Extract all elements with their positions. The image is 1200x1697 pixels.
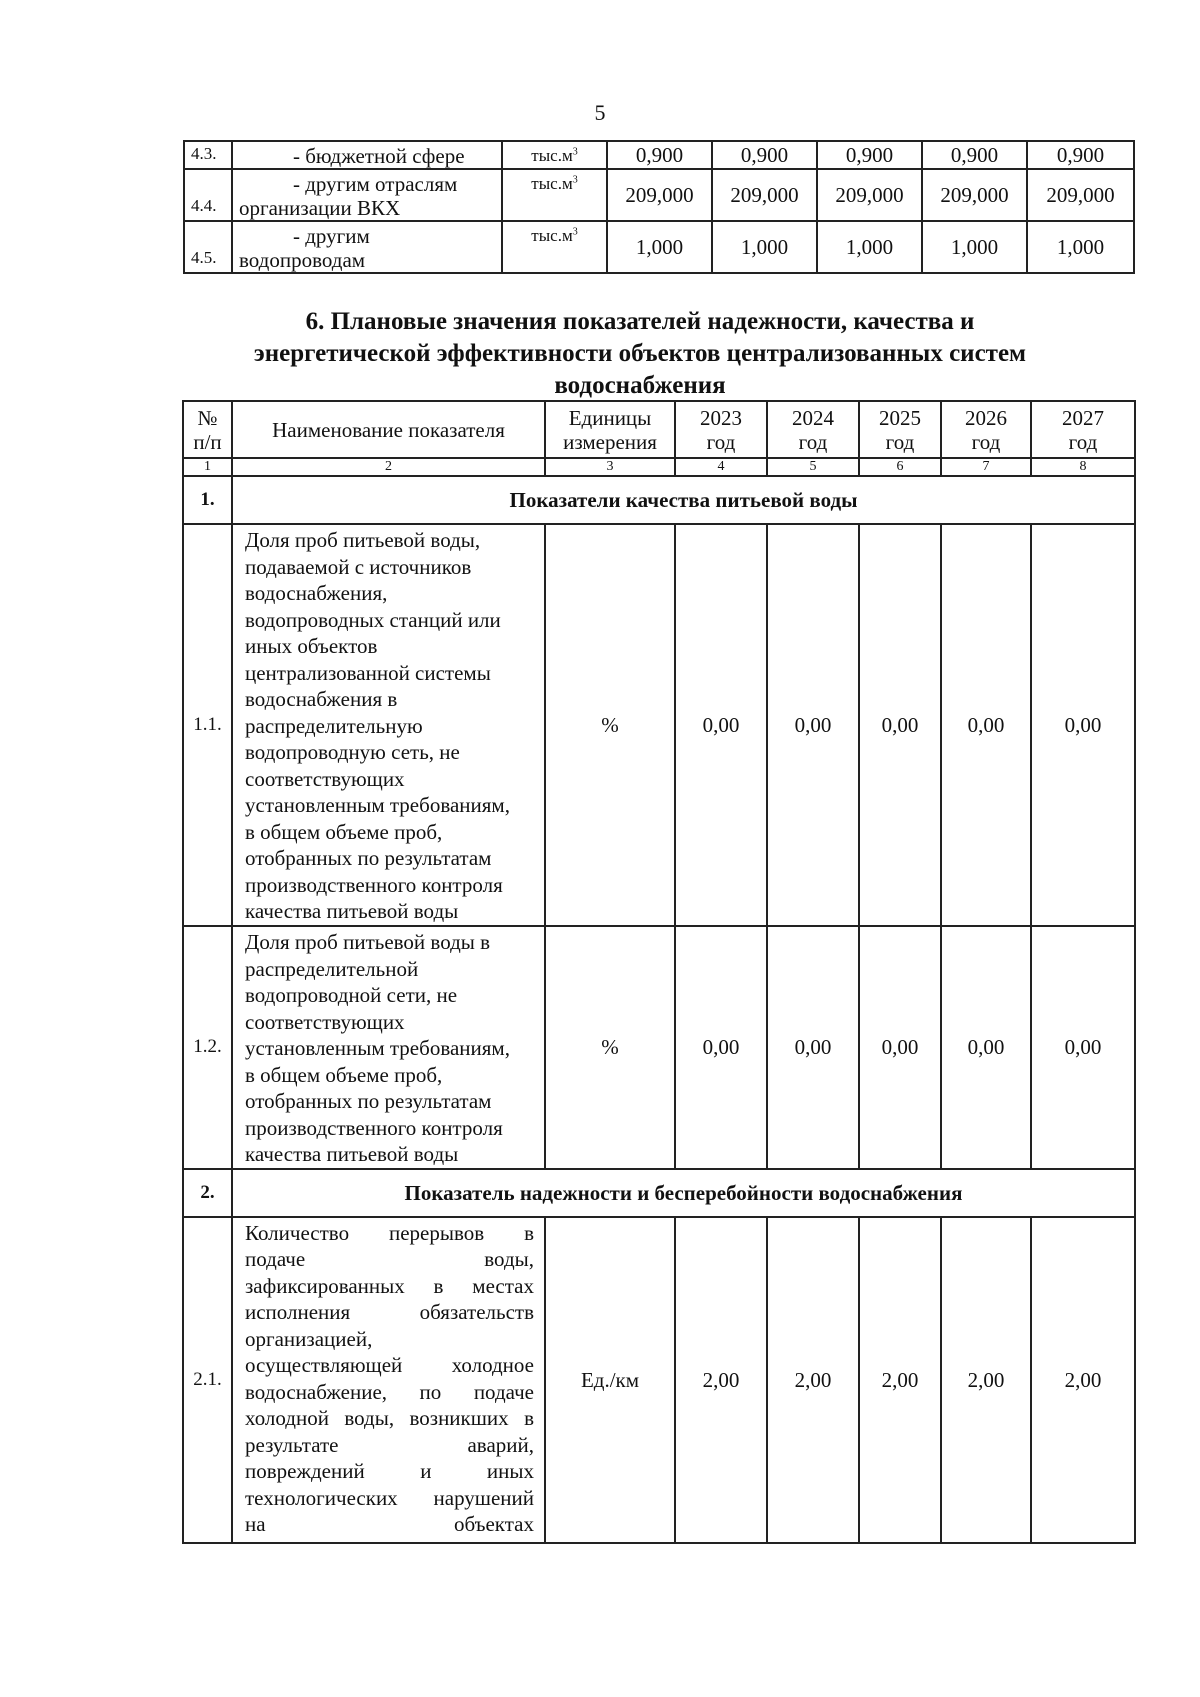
column-index: 7 [941, 458, 1031, 476]
row-number: 4.4. [184, 169, 232, 221]
column-index: 6 [859, 458, 941, 476]
row-name: - другим водопроводам [232, 221, 502, 273]
value-cell: 2,00 [941, 1217, 1031, 1543]
column-index: 1 [183, 458, 232, 476]
table-header-row [183, 401, 1135, 458]
section-row [183, 1169, 1135, 1217]
column-index: 8 [1031, 458, 1135, 476]
header-year: 2023 год [675, 401, 767, 458]
header-year: 2025 год [859, 401, 941, 458]
value-cell: 2,00 [859, 1217, 941, 1543]
value-cell: 209,000 [1027, 169, 1134, 221]
row-unit: $тыс.м^3$ [502, 169, 607, 221]
indicators-table [182, 400, 1136, 1544]
table-row [183, 926, 1135, 1169]
row-unit: $тыс.м^3$ [502, 221, 607, 273]
table-row [183, 524, 1135, 926]
value-cell: 0,00 [767, 524, 859, 926]
value-cell: 0,900 [922, 141, 1027, 169]
value-cell: 2,00 [767, 1217, 859, 1543]
unit-cell: Ед./км [545, 1217, 675, 1543]
page-number: 5 [594, 100, 606, 125]
header-year: 2026 год [941, 401, 1031, 458]
value-cell: 0,00 [941, 524, 1031, 926]
section-heading: 6. Плановые значения показателей надежности, качества и энергетической эффективности объектов централизованных систем водоснабжения [253, 308, 1027, 399]
header-unit: Единицы измерения [545, 401, 675, 458]
table-row [184, 221, 1134, 273]
value-cell: 209,000 [817, 169, 922, 221]
value-cell: 1,000 [817, 221, 922, 273]
value-cell: 1,000 [712, 221, 817, 273]
value-cell: 2,00 [1031, 1217, 1135, 1543]
column-index: 2 [232, 458, 545, 476]
column-index: 5 [767, 458, 859, 476]
column-index-row [183, 458, 1135, 476]
value-cell: 0,00 [1031, 926, 1135, 1169]
row-number: 1.1. [183, 524, 232, 926]
section-number: 2. [183, 1169, 232, 1217]
row-name: - бюджетной сфере [232, 141, 502, 169]
section-number: 1. [183, 476, 232, 524]
value-cell: 0,900 [607, 141, 712, 169]
header-num: № п/п [183, 401, 232, 458]
table-row [183, 1217, 1135, 1543]
header-year: 2024 год [767, 401, 859, 458]
column-index: 3 [545, 458, 675, 476]
row-name: - другим отраслям организации ВКХ [232, 169, 502, 221]
value-cell: 0,00 [1031, 524, 1135, 926]
unit-cell: % [545, 926, 675, 1169]
value-cell: 0,900 [1027, 141, 1134, 169]
row-unit: $тыс.м^3$ [502, 141, 607, 169]
section-title: Показатель надежности и бесперебойности водоснабжения [232, 1169, 1135, 1217]
value-cell: 0,00 [767, 926, 859, 1169]
row-number: 2.1. [183, 1217, 232, 1543]
header-year: 2027 год [1031, 401, 1135, 458]
value-cell: 0,00 [859, 926, 941, 1169]
table-row [184, 169, 1134, 221]
header-name: Наименование показателя [232, 401, 545, 458]
value-cell: 0,900 [712, 141, 817, 169]
row-number: 4.5. [184, 221, 232, 273]
continuation-table [183, 140, 1135, 274]
value-cell: 209,000 [607, 169, 712, 221]
value-cell: 1,000 [607, 221, 712, 273]
section-row [183, 476, 1135, 524]
value-cell: 1,000 [1027, 221, 1134, 273]
value-cell: 2,00 [675, 1217, 767, 1543]
value-cell: 0,00 [675, 926, 767, 1169]
value-cell: 209,000 [922, 169, 1027, 221]
value-cell: 209,000 [712, 169, 817, 221]
value-cell: 0,00 [941, 926, 1031, 1169]
unit-cell: % [545, 524, 675, 926]
value-cell: 0,900 [817, 141, 922, 169]
indicator-name: Доля проб питьевой воды в распределительной водопроводной сети, не соответствующих установленным требованиям, в общем объеме проб, отобранных по результатам производственного контроля качества питьевой воды [232, 926, 545, 1169]
indicator-name: Доля проб питьевой воды, подаваемой с источников водоснабжения, водопроводных станций или иных объектов централизованной системы водоснабжения в распределительную водопроводную сеть, не соответствующих установленным требованиям, в общем объеме проб, отобранных по результатам производственного контроля качества питьевой воды [232, 524, 545, 926]
column-index: 4 [675, 458, 767, 476]
value-cell: 1,000 [922, 221, 1027, 273]
row-number: 1.2. [183, 926, 232, 1169]
value-cell: 0,00 [859, 524, 941, 926]
section-title: Показатели качества питьевой воды [232, 476, 1135, 524]
row-number: 4.3. [184, 141, 232, 169]
value-cell: 0,00 [675, 524, 767, 926]
table-row [184, 141, 1134, 169]
indicator-name: Количество перерывов в подаче воды, зафиксированных в местах исполнения обязательств организацией, осуществляющей холодное водоснабжение, по подаче холодной воды, возникших в результате аварий, повреждений и иных технологических нарушений на объектах [232, 1217, 545, 1543]
